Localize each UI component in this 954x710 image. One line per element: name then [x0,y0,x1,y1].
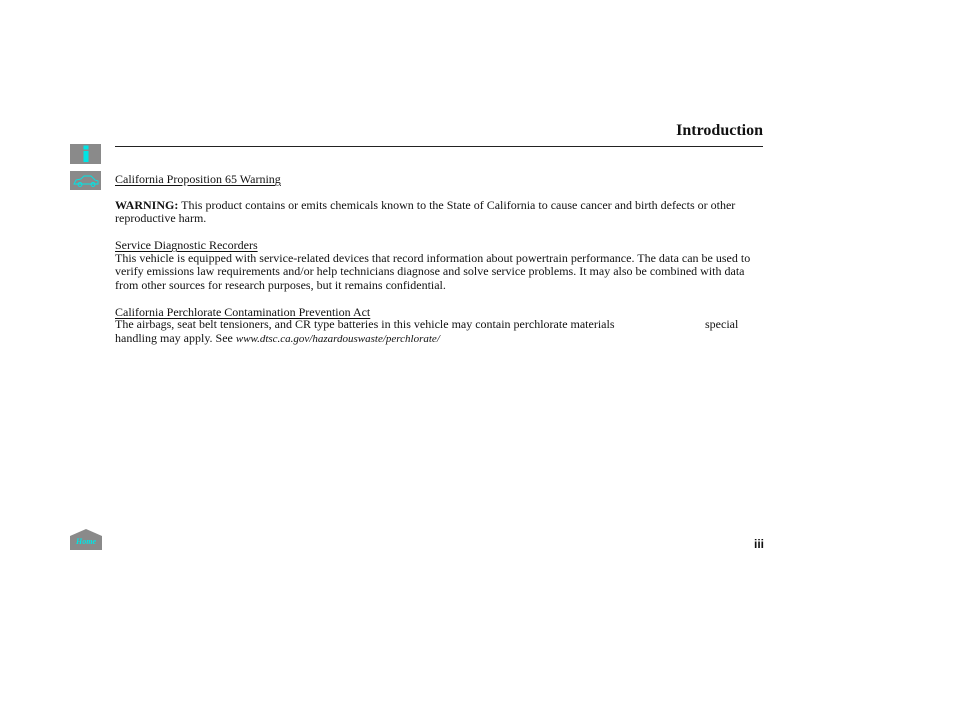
info-icon [81,145,91,163]
perchlorate-heading: California Perchlorate Contamination Prevention Act [115,305,371,319]
home-label: Home [76,537,96,546]
vehicle-index-button[interactable] [70,171,101,190]
page-number: iii [753,537,764,551]
perchlorate-body [115,318,763,346]
info-button[interactable] [70,144,101,164]
car-icon [72,174,100,188]
prop65-warning [115,199,763,226]
perchlorate-url: www.dtsc.ca.gov/hazardouswaste/perchlorate/ [235,333,440,345]
header-divider [115,146,763,147]
home-button[interactable] [70,529,102,550]
page-title: Introduction [676,122,763,139]
perchlorate-see: handling may apply. See [115,331,236,345]
warning-text: This product contains or emits chemicals known to the State of California to cause cancer and birth defects or other reproductive harm. [115,198,736,226]
prop65-heading: California Proposition 65 Warning [115,172,281,186]
perchlorate-text-a: The airbags, seat belt tensioners, and CR type batteries in this vehicle may contain perchlorate materials [115,317,615,331]
sdr-body: This vehicle is equipped with service-related devices that record information about powertrain performance. The data can be used to verify emissions law requirements and/or help technicians diagnose and solve service problems. It may also be combined with data from other sources for research purposes, but it remains confidential. [115,251,751,292]
home-icon [70,529,102,550]
perchlorate-text-b: special [705,317,739,331]
sdr-heading: Service Diagnostic Recorders [115,238,258,252]
warning-label: WARNING: [115,198,179,212]
